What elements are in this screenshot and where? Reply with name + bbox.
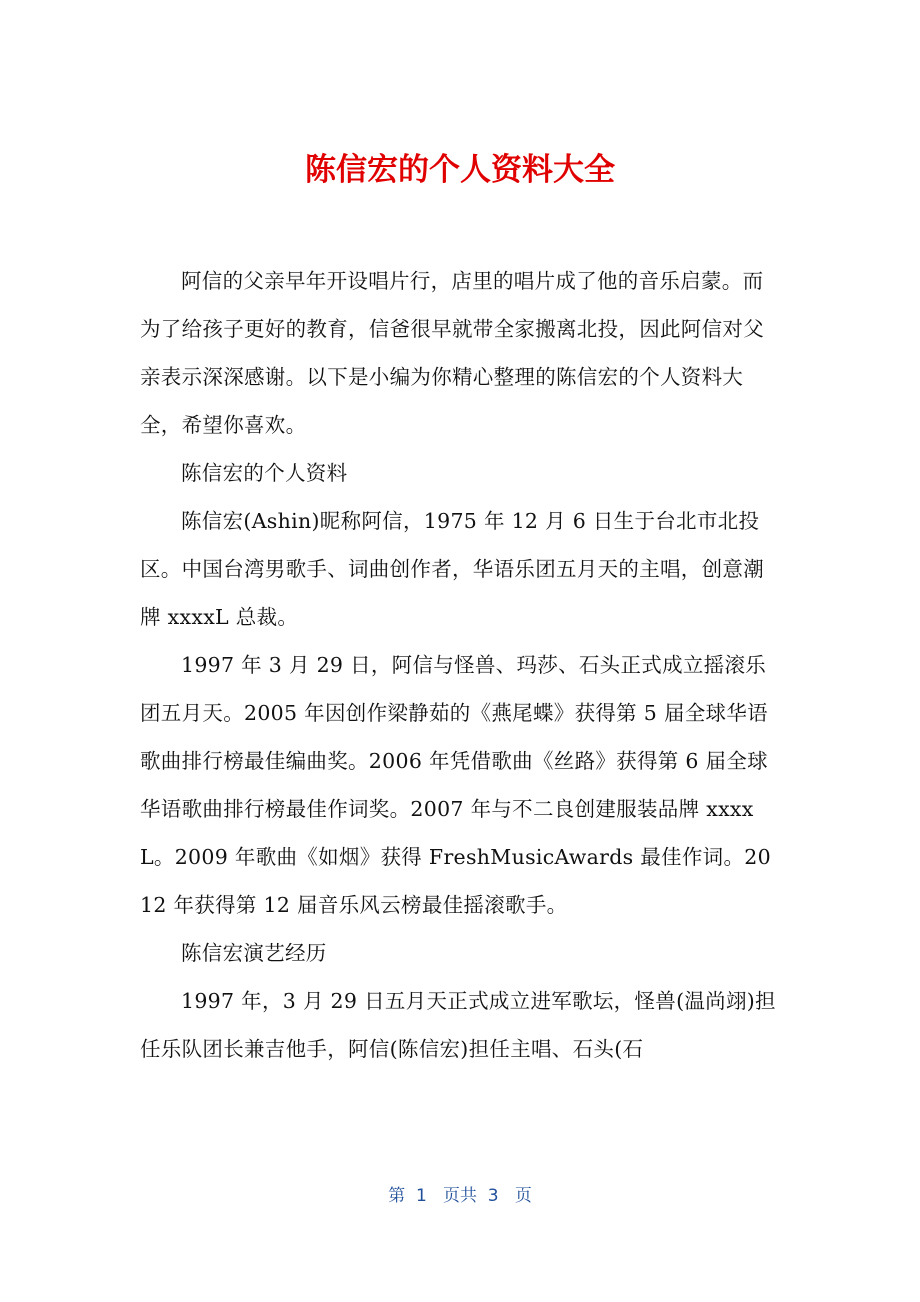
section-heading-profile: 陈信宏的个人资料: [181, 461, 348, 485]
paragraph-intro: 阿信的父亲早年开设唱片行，店里的唱片成了他的音乐启蒙。而为了给孩子更好的教育，信爸很早就带全家搬离北投，因此阿信对父亲表示深深感谢。以下是小编为你精心整理的陈信宏的个人资料大全，希望你喜欢。: [140, 269, 764, 437]
document-title: 陈信宏的个人资料大全: [305, 152, 615, 188]
paragraph-achievements: 1997 年 3 月 29 日，阿信与怪兽、玛莎、石头正式成立摇滚乐团五月天。2005 年因创作梁静茹的《燕尾蝶》获得第 5 届全球华语歌曲排行榜最佳编曲奖。2006 年凭借歌曲《丝路》获得第 6 届全球华语歌曲排行榜最佳作词奖。2007 年与不二良创建服装品牌 xxxxL。2009 年歌曲《如烟》获得 FreshMusicAwards 最佳作词。2012 年获得第 12 届音乐风云榜最佳摇滚歌手。: [140, 653, 771, 917]
paragraph-career: 1997 年，3 月 29 日五月天正式成立进军歌坛，怪兽(温尚翊)担任乐队团长兼吉他手，阿信(陈信宏)担任主唱、石头(石: [140, 989, 776, 1061]
section-heading-career: 陈信宏演艺经历: [181, 941, 327, 965]
page-number-footer: 第 1 页共 3 页: [388, 1186, 532, 1206]
paragraph-profile: 陈信宏(Ashin)昵称阿信，1975 年 12 月 6 日生于台北市北投区。中国台湾男歌手、词曲创作者，华语乐团五月天的主唱，创意潮牌 xxxxL 总裁。: [140, 509, 764, 629]
document-body: [140, 257, 780, 1073]
